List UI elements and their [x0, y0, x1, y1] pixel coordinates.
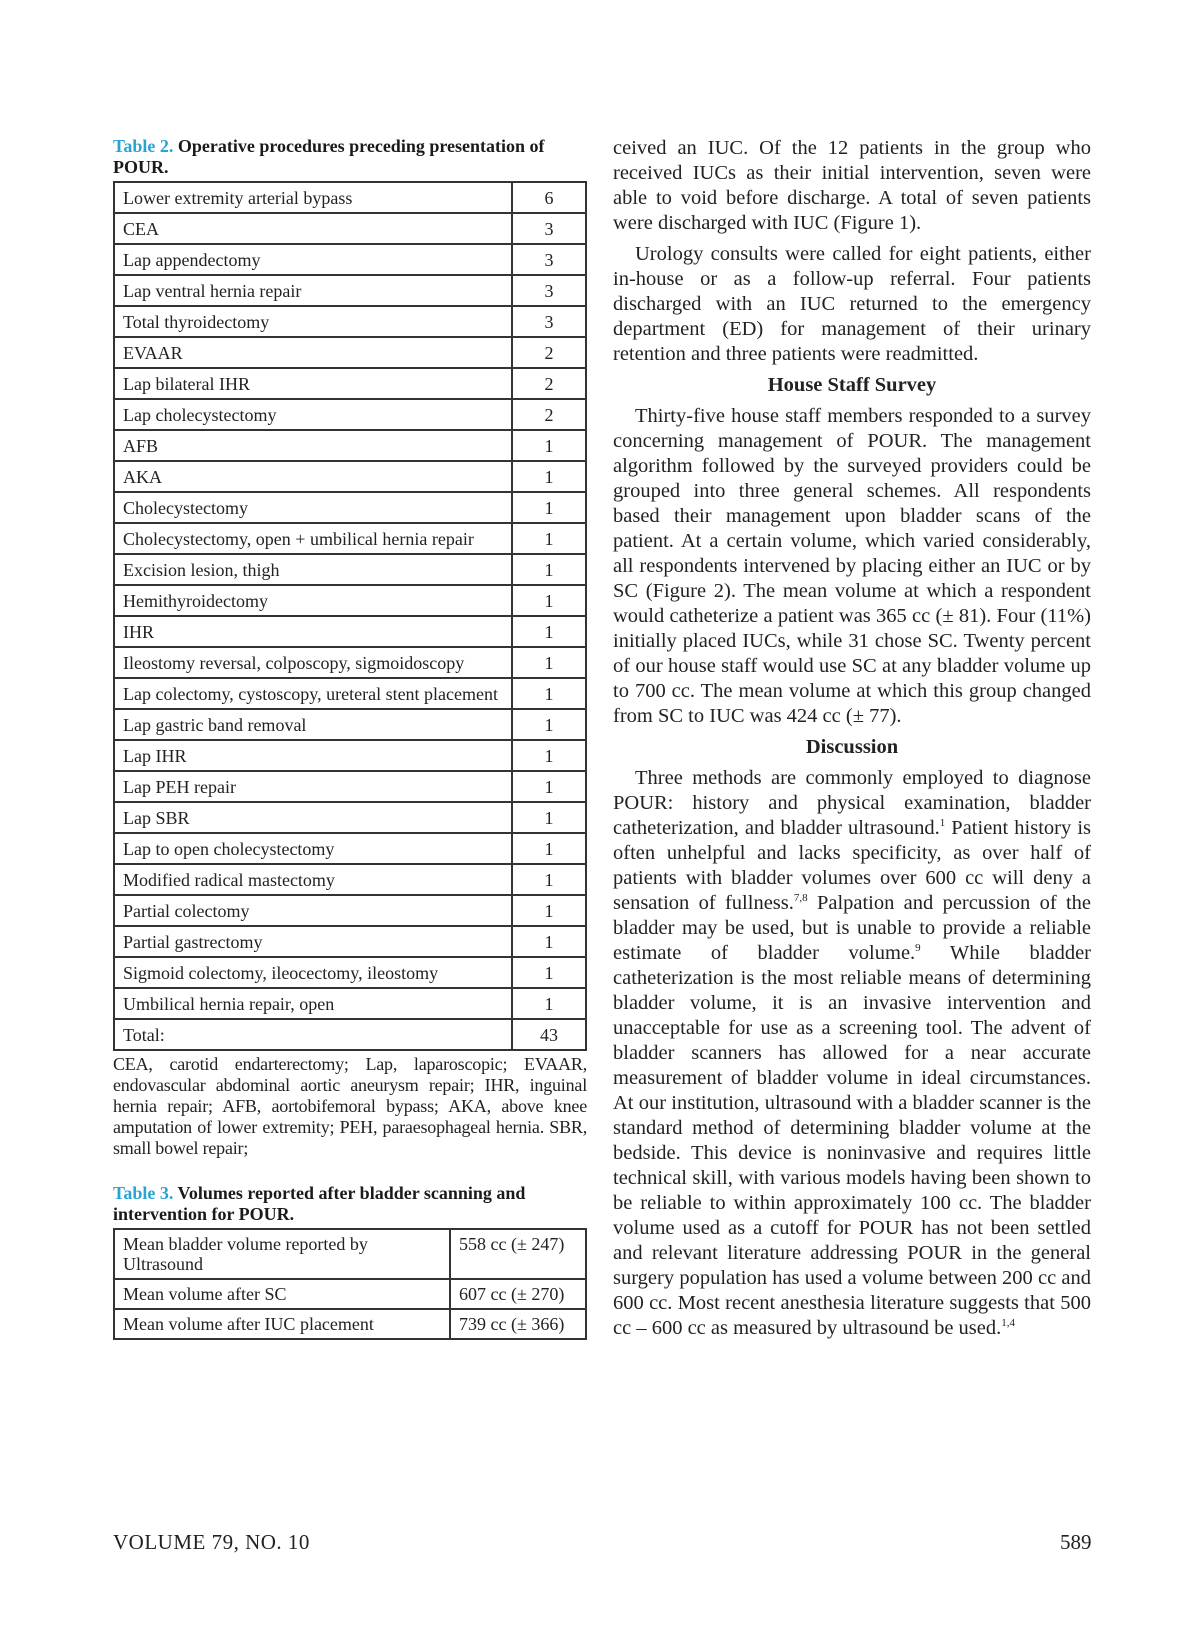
table-row [114, 802, 586, 833]
count-cell: 1 [512, 926, 586, 957]
count-cell: 1 [512, 430, 586, 461]
count-cell: 1 [512, 988, 586, 1019]
count-cell: 2 [512, 368, 586, 399]
table3-label: Table 3. [113, 1183, 174, 1203]
count-cell: 6 [512, 182, 586, 213]
table-row [114, 864, 586, 895]
procedure-cell: EVAAR [114, 337, 512, 368]
citation-4: 1,4 [1001, 1317, 1015, 1330]
measure-cell: Mean bladder volume reported by Ultrasound [114, 1229, 450, 1279]
left-column [113, 136, 587, 1340]
right-column [613, 136, 1091, 1347]
procedure-cell: Lap PEH repair [114, 771, 512, 802]
count-cell: 3 [512, 306, 586, 337]
journal-volume: VOLUME 79, NO. 10 [113, 1530, 310, 1554]
table-row [114, 926, 586, 957]
count-cell: 3 [512, 275, 586, 306]
count-cell: 1 [512, 585, 586, 616]
count-cell: 2 [512, 337, 586, 368]
table-row [114, 740, 586, 771]
procedure-cell: Partial colectomy [114, 895, 512, 926]
procedure-cell: Partial gastrectomy [114, 926, 512, 957]
count-cell: 1 [512, 802, 586, 833]
procedure-cell: Ileostomy reversal, colposcopy, sigmoidoscopy [114, 647, 512, 678]
procedure-cell: Lap IHR [114, 740, 512, 771]
count-cell: 3 [512, 244, 586, 275]
table-row [114, 585, 586, 616]
procedure-cell: Modified radical mastectomy [114, 864, 512, 895]
procedure-cell: Total: [114, 1019, 512, 1050]
value-cell: 607 cc (± 270) [450, 1279, 586, 1309]
value-cell: 558 cc (± 247) [450, 1229, 586, 1279]
table-row [114, 647, 586, 678]
count-cell: 1 [512, 492, 586, 523]
procedure-cell: Lap ventral hernia repair [114, 275, 512, 306]
procedure-cell: Excision lesion, thigh [114, 554, 512, 585]
table-row [114, 244, 586, 275]
count-cell: 1 [512, 740, 586, 771]
measure-cell: Mean volume after SC [114, 1279, 450, 1309]
table2-caption [113, 136, 587, 178]
table-row [114, 1309, 586, 1339]
count-cell: 1 [512, 647, 586, 678]
count-cell: 1 [512, 616, 586, 647]
paragraph-2: Urology consults were called for eight patients, either in-house or as a follow-up referral. Four patients discharged with an IUC returned to the emergency department (ED) for management of their urinary retention and three patients were readmitted. [613, 243, 1091, 365]
table-row [114, 957, 586, 988]
table-row [114, 988, 586, 1019]
table-row [114, 616, 586, 647]
procedure-cell: Sigmoid colectomy, ileocectomy, ileostomy [114, 957, 512, 988]
count-cell: 1 [512, 709, 586, 740]
value-cell: 739 cc (± 366) [450, 1309, 586, 1339]
procedure-cell: IHR [114, 616, 512, 647]
table-row [114, 337, 586, 368]
procedure-cell: CEA [114, 213, 512, 244]
table-row [114, 430, 586, 461]
count-cell: 1 [512, 523, 586, 554]
table-row [114, 709, 586, 740]
paragraph-4 [613, 766, 1091, 1341]
procedure-cell: Lap appendectomy [114, 244, 512, 275]
citation-1: 1 [939, 817, 946, 830]
table-row [114, 1229, 586, 1279]
table-row [114, 523, 586, 554]
procedure-cell: Lap to open cholecystectomy [114, 833, 512, 864]
section-heading-survey: House Staff Survey [767, 374, 937, 396]
paragraph-1: ceived an IUC. Of the 12 patients in the group who received IUCs as their initial intervention, seven were able to void before discharge. A total of seven patients were discharged with IUC (Figure 1). [613, 137, 1091, 234]
table2-label: Table 2. [113, 136, 174, 156]
count-cell: 1 [512, 833, 586, 864]
procedure-cell: Lap bilateral IHR [114, 368, 512, 399]
citation-2: 7,8 [793, 892, 808, 905]
table-row [114, 399, 586, 430]
paragraph-4-part-b: Patient history is often unhelpful and lacks specificity, as over half of patients with bladder volumes over 600 cc will deny a sensation of fullness. [613, 817, 1091, 914]
table-row [114, 1019, 586, 1050]
table-row [114, 461, 586, 492]
table-row [114, 554, 586, 585]
table-row [114, 895, 586, 926]
count-cell: 43 [512, 1019, 586, 1050]
procedure-cell: Umbilical hernia repair, open [114, 988, 512, 1019]
count-cell: 1 [512, 957, 586, 988]
table-row [114, 182, 586, 213]
count-cell: 1 [512, 864, 586, 895]
table-row [114, 1279, 586, 1309]
measure-cell: Mean volume after IUC placement [114, 1309, 450, 1339]
count-cell: 2 [512, 399, 586, 430]
paragraph-4-part-d: While bladder catheterization is the most reliable means of determining bladder volume, it is an invasive intervention and unacceptable for use as a screening tool. The advent of bladder scanners has allowed for a near accurate measurement of bladder volume in ideal circumstances. At our institution, ultrasound with a bladder scanner is the standard method of determining bladder volume at the bedside. This device is noninvasive and requires little technical skill, with various models having been shown to be reliable to within approximately 100 cc. The bladder volume used as a cutoff for POUR has not been settled and relevant literature addressing POUR in the general surgery population has used a volume between 200 cc and 600 cc. Most recent anesthesia literature suggests that 500 cc – 600 cc as measured by ultrasound be used. [613, 942, 1091, 1339]
table-row [114, 678, 586, 709]
page-number: 589 [1060, 1530, 1092, 1554]
table-row [114, 306, 586, 337]
count-cell: 1 [512, 771, 586, 802]
procedure-cell: Lap gastric band removal [114, 709, 512, 740]
table3 [113, 1228, 587, 1340]
procedure-cell: Hemithyroidectomy [114, 585, 512, 616]
procedure-cell: Lap SBR [114, 802, 512, 833]
table3-caption [113, 1183, 587, 1225]
procedure-cell: Lower extremity arterial bypass [114, 182, 512, 213]
procedure-cell: Total thyroidectomy [114, 306, 512, 337]
table-row [114, 213, 586, 244]
table-row [114, 833, 586, 864]
paragraph-4-part-a: Three methods are commonly employed to diagnose POUR: history and physical examination, bladder catheterization, and bladder ultrasound. [613, 767, 1091, 839]
procedure-cell: Cholecystectomy, open + umbilical hernia repair [114, 523, 512, 554]
procedure-cell: Cholecystectomy [114, 492, 512, 523]
procedure-cell: AFB [114, 430, 512, 461]
paragraph-3: Thirty-five house staff members responded to a survey concerning management of POUR. The management algorithm followed by the surveyed providers could be grouped into three general schemes. All respondents based their management upon bladder scans of the patient. At a certain volume, which varied considerably, all respondents intervened by placing either an IUC or by SC (Figure 2). The mean volume at which a respondent would catheterize a patient was 365 cc (± 81). Four (11%) initially placed IUCs, while 31 chose SC. Twenty percent of our house staff would use SC at any bladder volume up to 700 cc. The mean volume at which this group changed from SC to IUC was 424 cc (± 77). [613, 405, 1091, 727]
procedure-cell: AKA [114, 461, 512, 492]
count-cell: 1 [512, 554, 586, 585]
table-row [114, 368, 586, 399]
table2 [113, 181, 587, 1051]
table2-title: Operative procedures preceding presentation of POUR. [113, 136, 545, 177]
count-cell: 1 [512, 895, 586, 926]
section-heading-discussion: Discussion [805, 736, 899, 758]
table2-footnote: CEA, carotid endarterectomy; Lap, laparoscopic; EVAAR, endovascular abdominal aortic aneurysm repair; IHR, inguinal hernia repair; AFB, aortobifemoral bypass; AKA, above knee amputation of lower extremity; PEH, paraesophageal hernia. SBR, small bowel repair; [113, 1054, 587, 1158]
procedure-cell: Lap colectomy, cystoscopy, ureteral stent placement [114, 678, 512, 709]
procedure-cell: Lap cholecystectomy [114, 399, 512, 430]
table-row [114, 275, 586, 306]
count-cell: 3 [512, 213, 586, 244]
count-cell: 1 [512, 678, 586, 709]
table-row [114, 771, 586, 802]
table3-title: Volumes reported after bladder scanning and intervention for POUR. [113, 1183, 526, 1224]
table-row [114, 492, 586, 523]
count-cell: 1 [512, 461, 586, 492]
citation-3: 9 [915, 942, 921, 955]
paragraph-4-part-c: Palpation and percussion of the bladder may be used, but is unable to provide a reliable estimate of bladder volume. [613, 892, 1091, 964]
